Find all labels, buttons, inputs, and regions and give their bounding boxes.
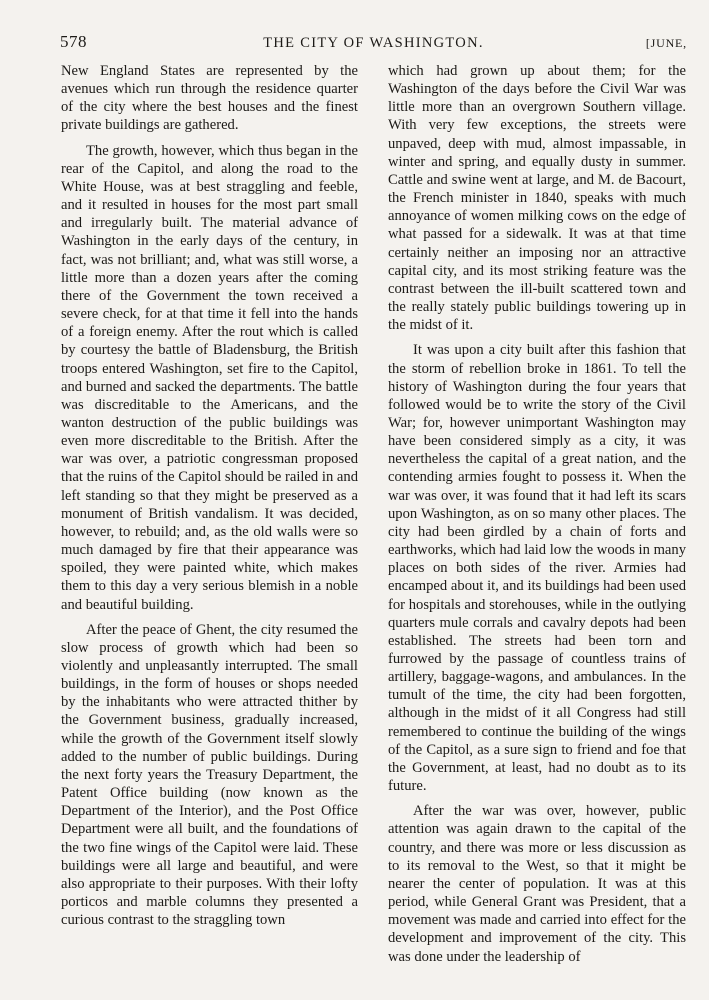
paragraph: After the peace of Ghent, the city resumed the slow process of growth which had been so violently and unpleasantly interrupted. The small buildings, in the form of houses or shops needed by the inhabitants who were attracted thither by the Government business, gradually increased, while the growth of the Government itself slowly added to the number of public buildings. During the next forty years the Treasury Department, the Patent Office building (now known as the Department of the Interior), and the Post Office Department were all built, and the foundations of the two fine wings of the Capitol were laid. These buildings were all large and beautiful, and were also appropriate to their purposes. With their lofty porticos and marble columns they presented a curious contrast to the straggling town [61,621,358,929]
paragraph: It was upon a city built after this fashion that the storm of rebellion broke in 1861. To tell the history of Washington during the four years that followed would be to write the story of the Civil War; for, however unimportant Washington may have been considered simply as a city, it was nevertheless the capital of a great nation, and the contending armies fought to possess it. When the war was over, it was found that it had left its scars upon Washington, as on so many other places. The city had been girdled by a chain of forts and earthworks, which had laid low the woods in many places on both sides of the river. Armies had encamped about it, and its buildings had been used for hospitals and storehouses, while in the outlying quarters mule corrals and cavalry depots had been established. The streets had been torn and furrowed by the passage of countless trains of artillery, baggage-wagons, and ambulances. In the tumult of the time, the city had been forgotten, although in the midst of it all Congress had still remembered to continue the building of the wings of the Capitol, as a sure sign to friend and foe that the Government, at least, had no doubt as to its future. [388,342,686,795]
running-month: [JUNE, [645,36,687,50]
running-title: THE CITY OF WASHINGTON. [263,35,484,51]
paragraph-continued: which had grown up about them; for the Washington of the days before the Civil War was little more than an overgrown Southern village. With very few exceptions, the streets were unpaved, deep with mud, almost impassable, in winter and spring, and equally dusty in summer. Cattle and swine went at large, and M. de Bacourt, the French minister in 1840, speaks with much annoyance of women milking cows on the edge of what passed for a sidewalk. It was at that time certainly neither an imposing nor an attractive capital city, and its most striking feature was the contrast between the ill-built scattered town and the really stately public buildings towering up in the midst of it. [388,63,686,334]
paragraph-continued: New England States are represented by the avenues which run through the residence quarter of the city where the best houses and the finest private buildings are gathered. [61,63,358,134]
paragraph: The growth, however, which thus began in the rear of the Capitol, and along the road to the White House, was at best straggling and feeble, and it resulted in houses for the most part small and irregularly built. The material advance of Washington in the early days of the century, in fact, was not brilliant; and, what was still worse, a little more than a dozen years after the coming there of the Government the town received a severe check, for at that time it fell into the hands of a foreign enemy. After the rout which is called by courtesy the battle of Bladensburg, the British troops entered Washington, set fire to the Capitol, and burned and sacked the departments. The battle was discreditable to the Americans, and the wanton destruction of the public buildings was even more discreditable to the British. After the war was over, a patriotic congressman proposed that the ruins of the Capitol should be railed in and left standing so that they might be preserved as a monument of British vandalism. It was decided, however, to rebuild; and, as the old walls were so much damaged by fire that their appearance was spoiled, they were painted white, which makes them to this day a very serious blemish in a noble and beautiful building. [61,142,358,613]
left-column [61,62,358,929]
page-header [60,32,687,56]
page-number: 578 [60,32,87,51]
paragraph: After the war was over, however, public attention was again drawn to the capital of the country, and there was more or less discussion as to its removal to the West, so that it might be nearer the center of population. It was at this period, while General Grant was President, that a movement was made and carried into effect for the development and improvement of the city. This was done under the leadership of [388,803,686,965]
right-column [388,62,686,966]
